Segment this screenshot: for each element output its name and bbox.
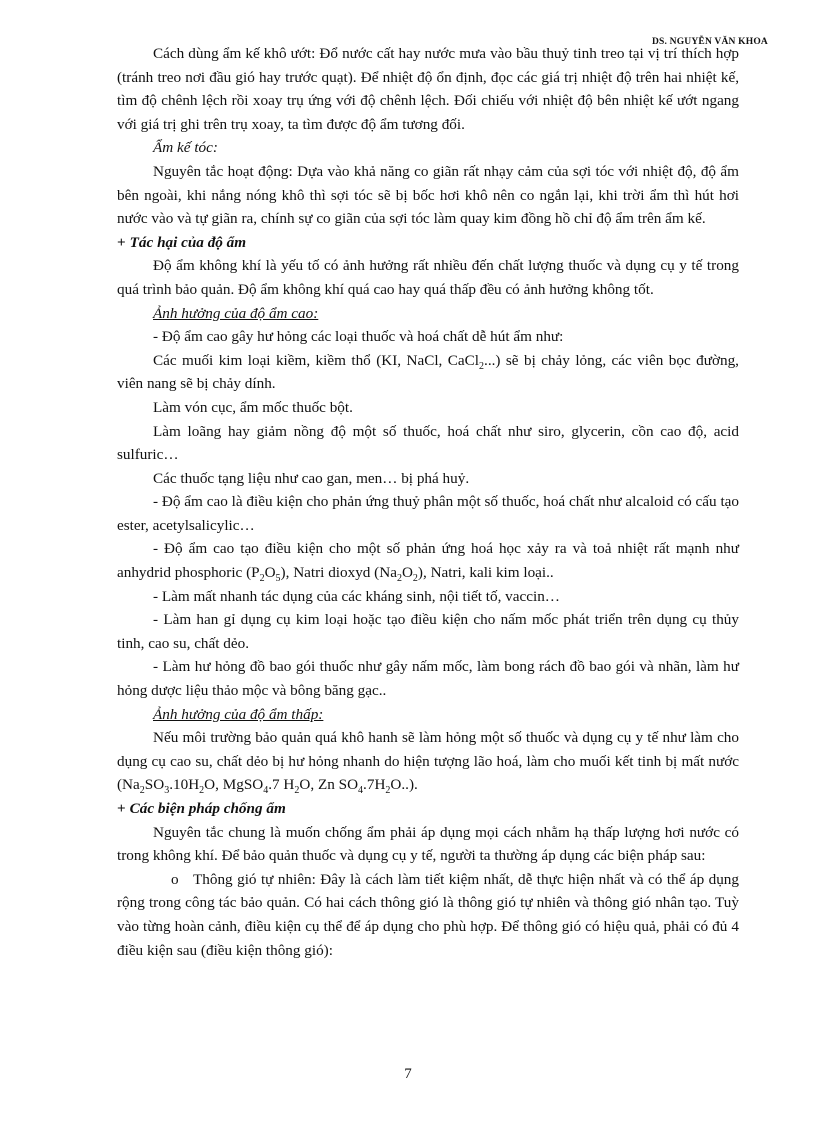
subscript: 2 — [259, 573, 265, 585]
paragraph: - Làm han gỉ dụng cụ kim loại hoặc tạo điều kiện cho nấm mốc phát triển trên dụng cụ thủy tinh, cao su, chất dẻo. — [117, 611, 739, 652]
subscript: 2 — [385, 785, 391, 797]
paragraph: Làm loãng hay giảm nồng độ một số thuốc, hoá chất như siro, glycerin, cồn cao độ, acid sulfuric… — [117, 422, 739, 464]
subscript: 4 — [263, 785, 269, 797]
bullet-text: Thông gió tự nhiên: Đây là cách làm tiết kiệm nhất, dễ thực hiện nhất và có thể áp dụng rộng trong công tác bảo quản. Có hai cách thông gió là thông gió tự nhiên và thông gió nhân tạo. Tuỳ vào từng hoàn cảnh, điều kiện cụ thể để áp dụng cho phù hợp. Để thông gió có hiệu quả, phải có đủ 4 điều kiện sau (điều kiện thông gió): — [117, 870, 739, 959]
paragraph: - Độ ẩm cao là điều kiện cho phản ứng thuỷ phân một số thuốc, hoá chất như alcaloid có cấu tạo ester, acetylsalicylic… — [117, 493, 739, 534]
text-run: O..). — [390, 776, 418, 794]
text-run: O, Zn SO — [299, 776, 359, 794]
paragraph — [117, 349, 739, 396]
text-run: ), Natri, kali kim loại.. — [417, 564, 554, 582]
paragraph: Cách dùng ẩm kế khô ướt: Đổ nước cất hay nước mưa vào bầu thuỷ tinh treo tại vị trí thích hợp (tránh treo nơi đầu gió hay trước quạt). Để nhiệt độ ổn định, đọc các giá trị nhiệt độ trên hai nhiệt kế, tìm độ chênh lệch rồi xoay trụ ứng với độ chênh lệch. Đối chiếu với nhiệt độ bên nhiệt kế ướt ngang với giá trị ghi trên trụ xoay, ta tìm được độ ẩm tương đối. — [117, 45, 739, 133]
section-heading-text: Tác hại của độ ẩm — [129, 233, 247, 251]
text-run: O, MgSO — [204, 776, 264, 794]
text-run: O — [401, 564, 413, 582]
subheading-text: Ảnh hưởng của độ ẩm cao: — [153, 304, 319, 322]
subscript: 2 — [396, 573, 402, 585]
text-run: ), Natri dioxyd (Na — [280, 564, 397, 582]
subscript: 2 — [412, 573, 418, 585]
text-run: O — [264, 564, 276, 582]
subscript: 4 — [358, 785, 364, 797]
text-run: - Độ ẩm cao tạo điều kiện cho một số phản ứng hoá học xảy ra và toả nhiệt rất mạnh như anhydrid phosphoric (P — [117, 540, 739, 582]
subscript: 2 — [139, 785, 145, 797]
paragraph: - Làm hư hỏng đồ bao gói thuốc như gây nấm mốc, làm bong rách đồ bao gói và nhãn, làm hư hỏng dược liệu thảo mộc và bông băng gạc.. — [117, 658, 739, 700]
text-run: .7 H — [268, 776, 295, 794]
bullet-item — [117, 868, 739, 962]
paragraph: Nguyên tắc chung là muốn chống ẩm phải áp dụng mọi cách nhằm hạ thấp lượng hơi nước có trong không khí. Để bảo quản thuốc và dụng cụ y tế, người ta thường áp dụng các biện pháp sau: — [117, 823, 739, 865]
paragraph: Nguyên tắc hoạt động: Dựa vào khả năng co giãn rất nhạy cảm của sợi tóc với nhiệt độ, độ ẩm bên ngoài, khi nắng nóng khô thì sợi tóc sẽ bị bốc hơi khô nên co ngắn lại, khi trời ẩm thì hút hơi nước vào và tự giãn ra, chính sự co giãn của sợi tóc làm quay kim đồng hồ chỉ độ ẩm trên ẩm kế. — [117, 162, 739, 228]
text-run: ...) sẽ bị chảy lỏng, các viên bọc đường, viên nang sẽ bị chảy dính. — [117, 351, 739, 393]
text-run: Nếu môi trường bảo quản quá khô hanh sẽ làm hỏng một số thuốc và dụng cụ y tế như làm cho dụng cụ cao su, chất dẻo bị hư hỏng nhanh do hiện tượng lão hoá, làm cho muối kết tinh bị mất nước (Na — [117, 729, 739, 794]
page-number: 7 — [404, 1066, 412, 1082]
document-body — [117, 42, 739, 962]
subscript: 5 — [275, 573, 281, 585]
paragraph: Làm vón cục, ẩm mốc thuốc bột. — [153, 398, 353, 416]
subheading — [117, 302, 739, 326]
subscript: 2 — [199, 785, 205, 797]
subscript: 3 — [164, 785, 170, 797]
page-header: DS. NGUYỄN VĂN KHOA — [651, 37, 768, 47]
plus-marker: + — [117, 233, 126, 251]
subscript: 2 — [294, 785, 300, 797]
subheading — [117, 703, 739, 727]
paragraph: Độ ẩm không khí là yếu tố có ảnh hưởng rất nhiều đến chất lượng thuốc và dụng cụ y tế trong quá trình bảo quản. Độ ẩm không khí quá cao hay quá thấp đều có ảnh hưởng không tốt. — [117, 257, 739, 298]
paragraph — [117, 726, 739, 797]
paragraph — [117, 537, 739, 584]
section-heading — [117, 231, 739, 255]
paragraph: - Độ ẩm cao gây hư hỏng các loại thuốc và hoá chất dễ hút ẩm như: — [153, 328, 564, 346]
subheading-text: Ẩm kế tóc: — [153, 139, 218, 157]
text-run: .7H — [363, 776, 386, 794]
subheading-text: Ảnh hưởng của độ ẩm thấp: — [153, 705, 324, 723]
text-run: SO — [144, 776, 165, 794]
paragraph: - Làm mất nhanh tác dụng của các kháng sinh, nội tiết tố, vaccin… — [153, 587, 560, 605]
subscript: 2 — [479, 360, 485, 372]
section-heading-text: Các biện pháp chống ẩm — [129, 800, 286, 817]
text-run: Các muối kim loại kiềm, kiềm thổ (KI, NaCl, CaCl — [153, 351, 480, 369]
section-heading — [117, 797, 739, 821]
paragraph: Các thuốc tạng liệu như cao gan, men… bị phá huỷ. — [153, 469, 470, 487]
circle-bullet-icon: o — [171, 870, 179, 888]
subheading — [117, 136, 739, 160]
text-run: .10H — [169, 776, 200, 794]
plus-marker: + — [117, 800, 126, 817]
